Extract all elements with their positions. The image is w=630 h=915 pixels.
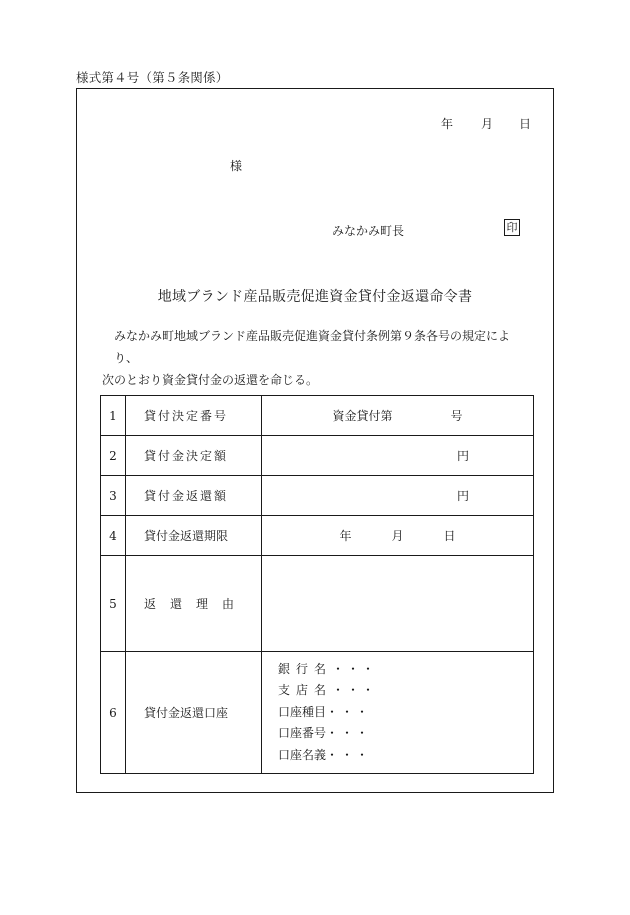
table-row <box>101 396 534 436</box>
table-row <box>101 652 534 774</box>
table-row <box>101 556 534 652</box>
form-number: 様式第４号（第５条関係） <box>76 70 229 85</box>
body-line-1: みなかみ町地域ブランド産品販売促進資金貸付条例第９条各号の規定により、 <box>114 329 511 365</box>
issuer-name: みなかみ町長 <box>332 224 405 238</box>
label-text: 貸付金返還口座 <box>144 706 229 720</box>
label-text: 貸付金返還期限 <box>144 529 229 543</box>
row-number: 4 <box>101 516 126 556</box>
row-number: 1 <box>101 396 126 436</box>
label-text: 貸付金返還額 <box>144 489 229 503</box>
loan-number-prefix: 資金貸付第 <box>332 409 393 423</box>
repayment-amount-value: 円 <box>262 476 534 516</box>
date-day: 日 <box>518 117 531 131</box>
table-row <box>101 476 534 516</box>
date-month: 月 <box>480 117 493 131</box>
repayment-deadline-value <box>262 516 534 556</box>
label-text: 貸付金決定額 <box>144 449 229 463</box>
account-line: 口座番号・・・ <box>278 726 372 741</box>
row-label <box>126 436 262 476</box>
account-line: 口座種目・・・ <box>278 704 372 719</box>
row-number: 5 <box>101 556 126 652</box>
account-line: 支店名・・・ <box>278 683 378 698</box>
issue-date <box>441 115 531 132</box>
repayment-account-value <box>262 652 534 774</box>
body-text <box>102 325 532 391</box>
label-text: 貸付決定番号 <box>144 409 229 423</box>
row-label <box>126 396 262 436</box>
deadline-month: 月 <box>391 529 404 543</box>
row-number: 2 <box>101 436 126 476</box>
label-text: 返還理由 <box>144 597 249 611</box>
document-frame <box>76 88 554 793</box>
document-title: 地域ブランド産品販売促進資金貸付金返還命令書 <box>157 289 473 305</box>
date-year: 年 <box>440 117 453 131</box>
row-number: 6 <box>101 652 126 774</box>
row-label <box>126 476 262 516</box>
table-row <box>101 436 534 476</box>
seal-mark: 印 <box>504 219 520 236</box>
loan-number-suffix: 号 <box>450 409 463 423</box>
loan-amount-value: 円 <box>262 436 534 476</box>
row-label <box>126 556 262 652</box>
row-label <box>126 516 262 556</box>
deadline-year: 年 <box>339 529 352 543</box>
row-label <box>126 652 262 774</box>
addressee-suffix: 様 <box>230 159 243 173</box>
loan-number-value <box>262 396 534 436</box>
row-number: 3 <box>101 476 126 516</box>
account-line: 銀行名・・・ <box>278 661 378 676</box>
deadline-day: 日 <box>443 529 456 543</box>
info-table <box>100 395 534 774</box>
repayment-reason-value <box>262 556 534 652</box>
table-row <box>101 516 534 556</box>
account-line: 口座名義・・・ <box>278 747 372 762</box>
body-line-2: 次のとおり資金貸付金の返還を命じる。 <box>102 373 319 387</box>
